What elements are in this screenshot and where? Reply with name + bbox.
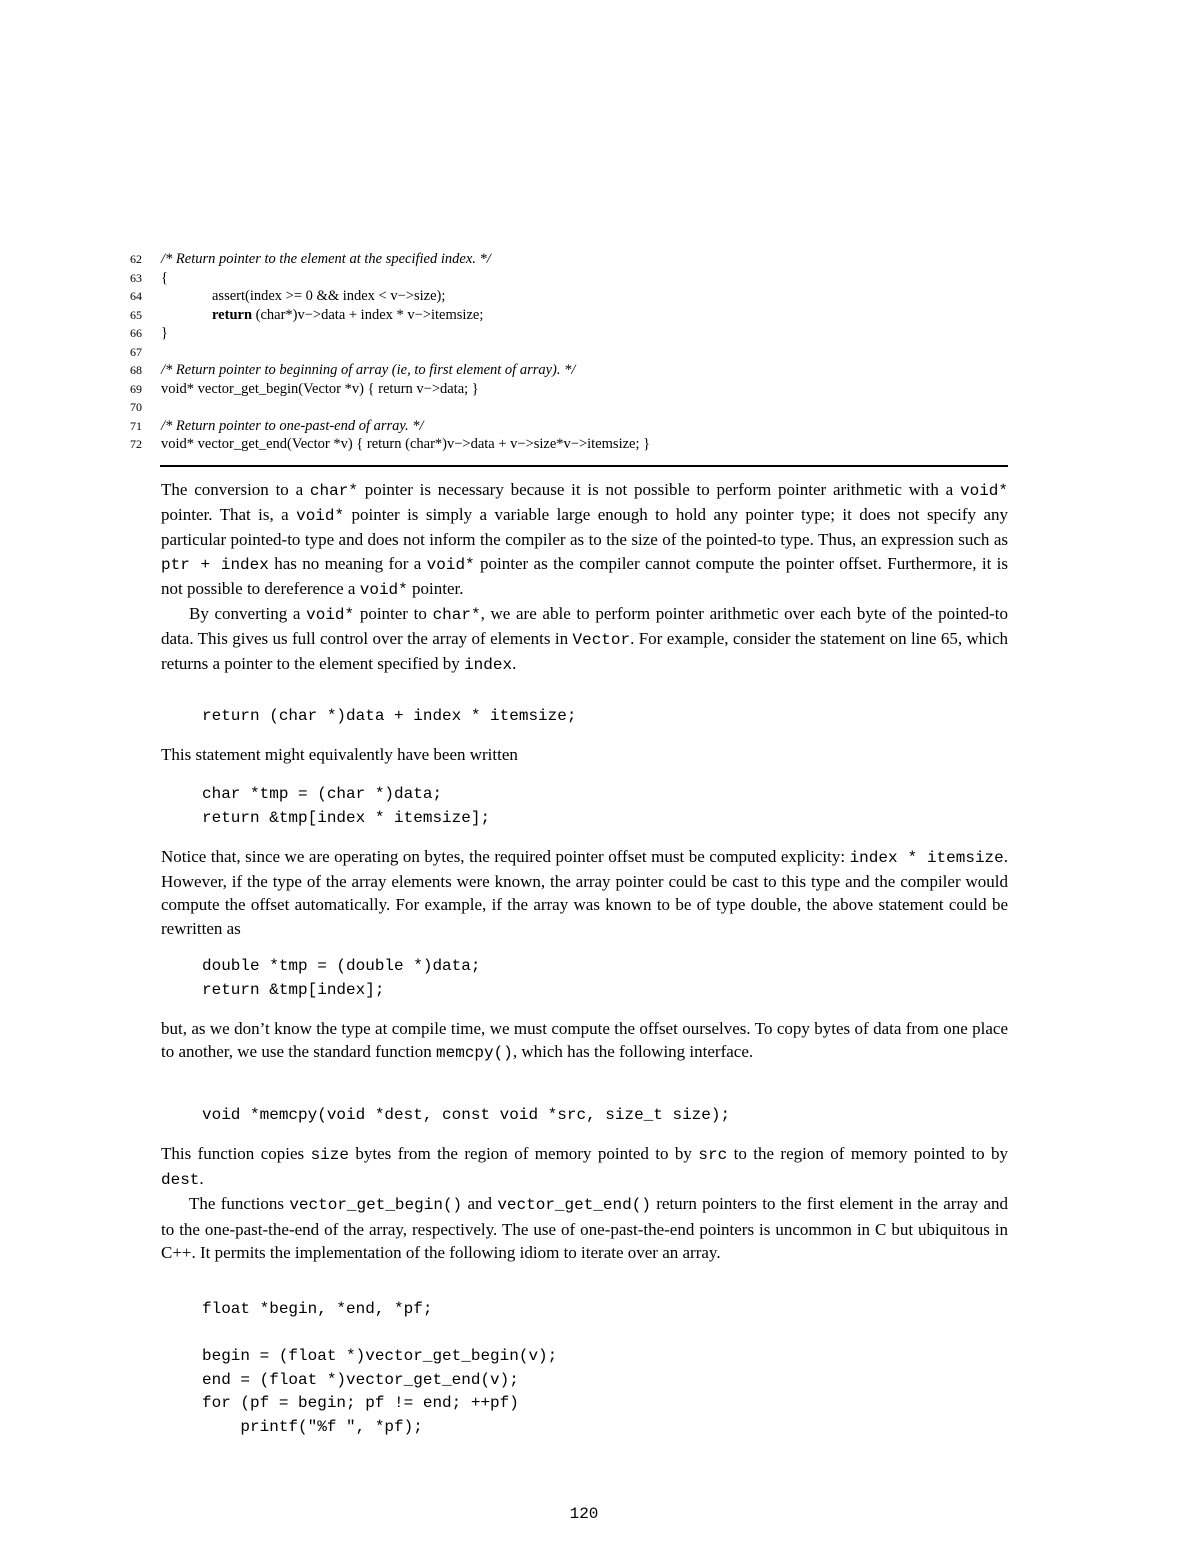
listing-line xyxy=(130,287,1010,306)
line-number: 64 xyxy=(130,289,142,303)
line-number: 65 xyxy=(130,307,142,322)
code-example-5: float *begin, *end, *pf; begin = (float *)vector_get_begin(v); end = (float *)vector_get_end(v); for (pf = begin; pf != end; ++pf) printf("%f ", *pf); xyxy=(202,1300,558,1436)
body-text-1 xyxy=(161,478,1008,678)
page-number: 120 xyxy=(569,1505,599,1523)
line-number: 71 xyxy=(130,418,142,433)
line-number: 63 xyxy=(130,270,142,285)
listing-line xyxy=(130,380,1010,399)
listing-line xyxy=(130,398,1010,417)
listing-line xyxy=(130,324,1010,343)
line-number: 69 xyxy=(130,381,142,396)
code-example-4: void *memcpy(void *dest, const void *src, size_t size); xyxy=(202,1106,731,1124)
paragraph: but, as we don’t know the type at compile time, we must compute the offset ourselves. To copy bytes of data from one place to another, we use the standard function memcpy(), which has the following interface. xyxy=(161,1019,1008,1063)
paragraph: Notice that, since we are operating on bytes, the required pointer offset must be computed explicity: index * itemsize. However, if the type of the array elements were known, the array pointer could be cast to this type and the compiler would compute the offset automatically. For example, if the array was known to be of type double, the above statement could be rewritten as xyxy=(161,847,1008,938)
listing-line xyxy=(130,417,1010,436)
line-code: void* vector_get_begin(Vector *v) { return v−>data; } xyxy=(161,380,479,397)
listing-line xyxy=(130,343,1010,362)
paragraph: The conversion to a char* pointer is necessary because it is not possible to perform pointer arithmetic with a void* pointer. That is, a void* pointer is simply a variable large enough to hold any pointer type; it does not specify any particular pointed-to type and does not inform the compiler as to the size of the pointed-to type. Thus, an expression such as ptr + index has no meaning for a void* pointer as the compiler cannot compute the pointer offset. Furthermore, it is not possible to dereference a void* pointer. xyxy=(161,480,1008,599)
body-text-4 xyxy=(161,1017,1008,1065)
code-example-3: double *tmp = (double *)data; return &tmp[index]; xyxy=(202,957,481,999)
body-text-2 xyxy=(161,743,1008,766)
listing-line xyxy=(130,250,1010,269)
code-text: (char*)v−>data + index * v−>itemsize; xyxy=(252,306,484,323)
code-listing xyxy=(130,250,1010,454)
line-code: /* Return pointer to beginning of array (ie, to first element of array). */ xyxy=(161,362,576,378)
paragraph: The functions vector_get_begin() and vector_get_end() return pointers to the first element in the array and to the one-past-the-end of the array, respectively. The use of one-past-the-end pointers is uncommon in C but ubiquitous in C++. It permits the implementation of the following idiom to iterate over an array. xyxy=(161,1194,1008,1262)
code-example-2: char *tmp = (char *)data; return &tmp[index * itemsize]; xyxy=(202,785,491,827)
listing-line xyxy=(130,306,1010,325)
line-number: 66 xyxy=(130,326,142,340)
line-number: 70 xyxy=(130,400,142,414)
line-code: /* Return pointer to the element at the specified index. */ xyxy=(161,251,491,267)
line-number: 67 xyxy=(130,344,142,359)
body-text-5 xyxy=(161,1142,1008,1264)
listing-rule xyxy=(160,465,1008,467)
line-number: 68 xyxy=(130,363,142,377)
code-example-1: return (char *)data + index * itemsize; xyxy=(202,707,577,725)
line-number: 62 xyxy=(130,252,142,266)
line-code: /* Return pointer to one-past-end of array. */ xyxy=(161,417,424,434)
line-code: assert(index >= 0 && index < v−>size); xyxy=(212,288,446,304)
paragraph: This function copies size bytes from the region of memory pointed to by src to the region of memory pointed to by dest. xyxy=(161,1144,1008,1190)
paragraph: This statement might equivalently have been written xyxy=(161,745,518,764)
line-number: 72 xyxy=(130,437,142,451)
keyword: return xyxy=(212,306,253,323)
line-code: void* vector_get_end(Vector *v) { return (char*)v−>data + v−>size*v−>itemsize; } xyxy=(161,436,651,452)
body-text-3 xyxy=(161,845,1008,940)
line-code: } xyxy=(161,325,168,341)
listing-line xyxy=(130,361,1010,380)
listing-line xyxy=(130,435,1010,454)
listing-line xyxy=(130,269,1010,288)
line-code xyxy=(212,306,483,325)
paragraph: By converting a void* pointer to char*, we are able to perform pointer arithmetic over each byte of the pointed-to data. This gives us full control over the array of elements in Vector. For example, consider the statement on line 65, which returns a pointer to the element specified by index. xyxy=(161,604,1008,675)
line-code: { xyxy=(161,269,168,286)
